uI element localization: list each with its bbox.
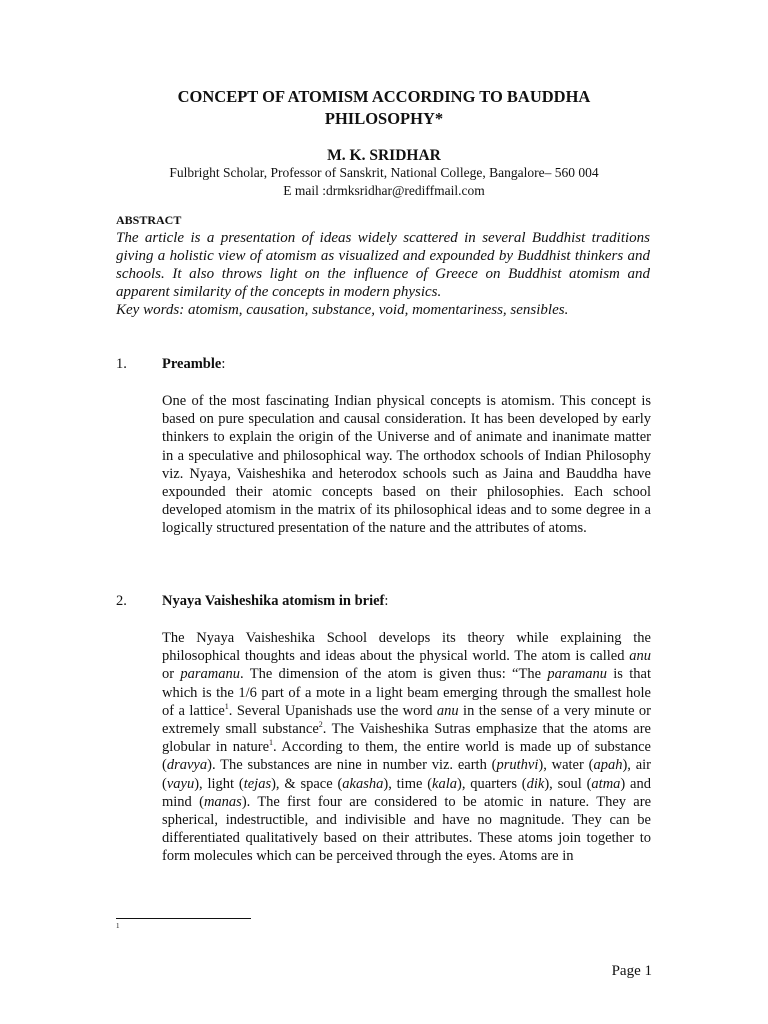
text-run: in the sense of a very minute or extremely small substance [162,702,652,738]
text-run: ), light ( [194,775,244,792]
section-2-colon: : [384,593,389,609]
term-anu: anu [436,702,459,719]
term-akasha: akasha [342,775,384,792]
text-run: is that which is the 1/6 part of a mote in a light beam emerging through the smallest hole of a lattice [162,666,651,719]
text-run: ). The first four are considered to be atomic in nature. They are spherical, indestructible, and indivisible and have no magnitude. They can be differentiated qualitatively based on their attributes. These atoms join together to form molecules which can be perceived through the eyes. Atoms are in [162,793,652,865]
author-affiliation-block [118,164,650,200]
text-run: ). The substances are nine in number viz. earth ( [207,757,497,774]
term-dravya: dravya [166,757,208,774]
text-run: ), soul ( [544,775,592,792]
footnote-separator [116,918,251,919]
term-vayu: vayu [166,775,195,792]
email-address[interactable]: E mail :drmksridhar@rediffmail.com [283,183,485,198]
page-number: Page 1 [611,963,652,979]
text-run: ), & space ( [271,775,343,792]
text-run: ), air ( [162,757,652,792]
affiliation: Fulbright Scholar, Professor of Sanskrit, National College, Bangalore– 560 004 [169,165,599,180]
section-1-heading [162,356,225,373]
section-2-title: Nyaya Vaisheshika atomism in brief [162,593,385,609]
term-dik: dik [526,775,545,792]
keywords: Key words: atomism, causation, substance, void, momentariness, sensibles. [116,302,569,318]
section-1-paragraph: One of the most fascinating Indian physical concepts is atomism. This concept is based on pure speculation and causal consideration. It has been developed by early thinkers to explain the origin of the Universe and of animate and inanimate matter in a speculative and philosophical way. The orthodox schools of Indian Philosophy viz. Nyaya, Vaisheshika and heterodox schools such as Jaina and Bauddha have expounded their atomic concepts based on their philosophies. Each school developed atomism in the matrix of its philosophical ideas and to some degree in a logically structured presentation of the nature and the attributes of atoms. [162,393,651,537]
abstract-text: The article is a presentation of ideas widely scattered in several Buddhist traditions giving a holistic view of atomism as visualized and expounded by Buddhist thinkers and schools. It also throws light on the influence of Greece on Buddhist atomism and apparent similarity of the concepts in modern physics. [116,230,650,300]
section-1-colon: : [221,356,226,372]
term-kala: kala [432,775,458,792]
term-manas: manas [203,793,242,810]
text-run: or [162,666,181,683]
abstract-body [116,229,650,319]
text-run: ), time ( [383,775,433,792]
section-1-title: Preamble [162,356,222,372]
term-apah: apah [593,757,623,774]
footnote-ref[interactable]: 1 [224,701,229,711]
section-1-body [162,392,651,538]
text-run: . According to them, the entire world is made up of substance ( [162,739,651,774]
abstract-heading: ABSTRACT [116,213,182,227]
text-run: ), water ( [538,757,594,774]
text-run: ) and mind ( [162,775,651,810]
section-2-number: 2. [116,593,127,609]
text-run: . Several Upanishads use the word [228,702,437,719]
term-paramanu: paramanu [180,666,241,683]
footnote-ref[interactable]: 2 [318,720,323,730]
section-2-heading [162,593,388,610]
term-tejas: tejas [243,775,272,792]
section-1-number: 1. [116,356,127,372]
footnote-marker: 1 [116,922,120,930]
text-run: The Nyaya Vaisheshika School develops its theory while explaining the philosophical thoughts and ideas about the physical world. The atom is called [162,630,651,665]
text-run: . The Vaisheshika Sutras emphasize that the atoms are globular in nature [162,721,651,756]
section-2-paragraph [162,629,651,866]
term-paramanu: paramanu [547,666,607,683]
author-name: M. K. SRIDHAR [327,147,441,164]
term-pruthvi: pruthvi [496,757,539,774]
term-anu: anu [629,648,651,665]
text-run: . The dimension of the atom is given thus: “The [240,666,548,683]
section-2-body [162,629,651,866]
paper-title: CONCEPT OF ATOMISM ACCORDING TO BAUDDHA PHILOSOPHY* [177,87,591,128]
footnote-ref[interactable]: 1 [269,738,274,748]
text-run: ), quarters ( [457,775,527,792]
term-atma: atma [591,775,621,792]
